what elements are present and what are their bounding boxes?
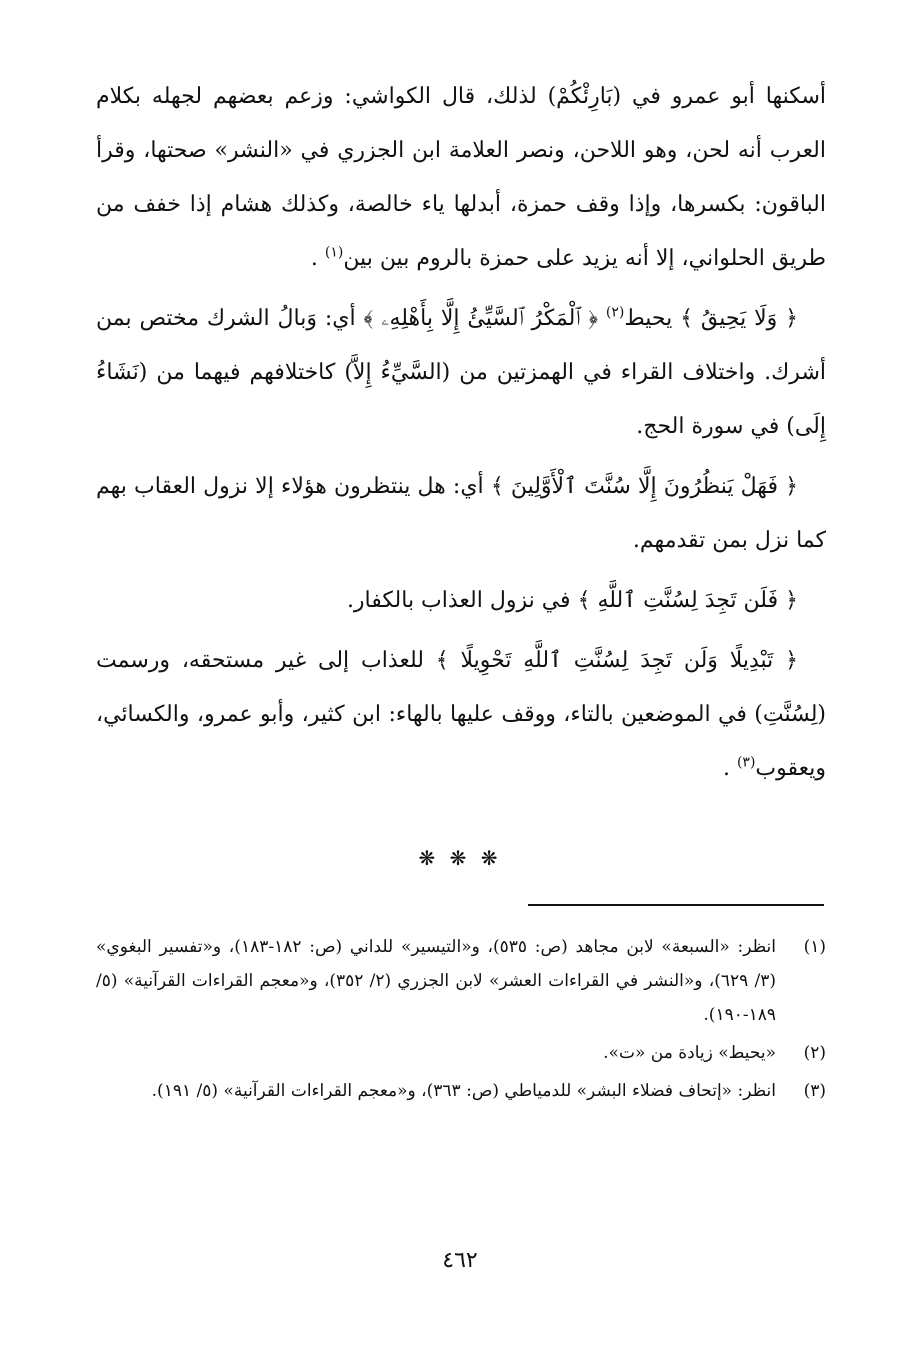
- footnote-ref-2[interactable]: (٢): [605, 304, 625, 321]
- quran-verse-5: ﴿ تَبْدِيلًا وَلَن تَجِدَ لِسُنَّتِ ٱللَّهِ تَحْوِيلًا ﴾: [435, 648, 799, 673]
- footnote-ref-3[interactable]: (٣): [736, 754, 756, 771]
- paragraph-5-text: للعذاب إلى غير مستحقه، ورسمت (لِسُنَّتِ) في الموضعين بالتاء، ووقف عليها بالهاء: ابن كثير، وأبو عمرو، والكسائي، ويعقوب: [96, 648, 826, 781]
- main-text: [96, 70, 826, 802]
- quran-verse-2: ﴿ ٱلْمَكْرُ ٱلسَّيِّئُ إِلَّا بِأَهْلِهِۦ ﴾: [363, 306, 598, 331]
- quran-verse-1: ﴿ وَلَا يَحِيقُ ﴾: [680, 306, 799, 331]
- paragraph-2-text: أي: وَبالُ الشرك مختص بمن أشرك. واختلاف القراء في الهمزتين من (السَّيِّءُ إِلاَّ) كاختلافهم فيهما من (نَشَاءُ إِلَى) في سورة الحج.: [96, 306, 826, 439]
- paragraph-1-end: .: [310, 246, 318, 271]
- footnote-text: انظر: «السبعة» لابن مجاهد (ص: ٥٣٥)، و«التيسير» للداني (ص: ١٨٢-١٨٣)، و«تفسير البغوي» (٣/ ٦٢٩)، و«النشر في القراءات العشر» لابن الجزري (٢/ ٣٥٢)، و«معجم القراءات القرآنية» (٥/ ١٨٩-١٩٠).: [96, 937, 776, 1025]
- footnote-1: [96, 930, 826, 1032]
- footnote-number: (٣): [803, 1081, 826, 1101]
- page-number: ٤٦٢: [442, 1248, 478, 1273]
- footnote-ref-1[interactable]: (١): [324, 244, 344, 261]
- paragraph-4-text: في نزول العذاب بالكفار.: [346, 588, 571, 613]
- paragraph-3-text: أي: هل ينتظرون هؤلاء إلا نزول العقاب بهم كما نزل بمن تقدمهم.: [96, 474, 826, 553]
- paragraph-2: [96, 292, 826, 454]
- paragraph-1: [96, 70, 826, 286]
- paragraph-2-gloss: يحيط: [624, 306, 673, 331]
- paragraph-5: [96, 634, 826, 796]
- paragraph-5-end: .: [722, 756, 730, 781]
- footnote-text: «يحيط» زيادة من «ت».: [603, 1043, 776, 1063]
- paragraph-3: [96, 460, 826, 568]
- footnotes: [96, 930, 826, 1112]
- quran-verse-4: ﴿ فَلَن تَجِدَ لِسُنَّتِ ٱللَّهِ ﴾: [577, 588, 798, 613]
- footnote-divider: [528, 904, 824, 906]
- footnote-3: [96, 1074, 826, 1108]
- footnote-number: (١): [803, 937, 826, 957]
- footnote-number: (٢): [803, 1043, 826, 1063]
- paragraph-4: [96, 574, 826, 628]
- footnote-text: انظر: «إتحاف فضلاء البشر» للدمياطي (ص: ٣٦٣)، و«معجم القراءات القرآنية» (٥/ ١٩١).: [151, 1081, 776, 1101]
- section-separator: ❋ ❋ ❋: [418, 846, 502, 870]
- quran-verse-3: ﴿ فَهَلْ يَنظُرُونَ إِلَّا سُنَّتَ ٱلْأَوَّلِينَ ﴾: [490, 474, 798, 499]
- footnote-2: [96, 1036, 826, 1070]
- paragraph-1-text: أسكنها أبو عمرو في (بَارِئْكُمْ) لذلك، قال الكواشي: وزعم بعضهم لجهله بكلام العرب أنه لحن، وهو اللاحن، ونصر العلامة ابن الجزري في «النشر» صحتها، وقرأ الباقون: بكسرها، وإذا وقف حمزة، أبدلها ياء خالصة، وكذلك هشام إذا خفف من طريق الحلواني، إلا أنه يزيد على حمزة بالروم بين بين: [96, 84, 826, 271]
